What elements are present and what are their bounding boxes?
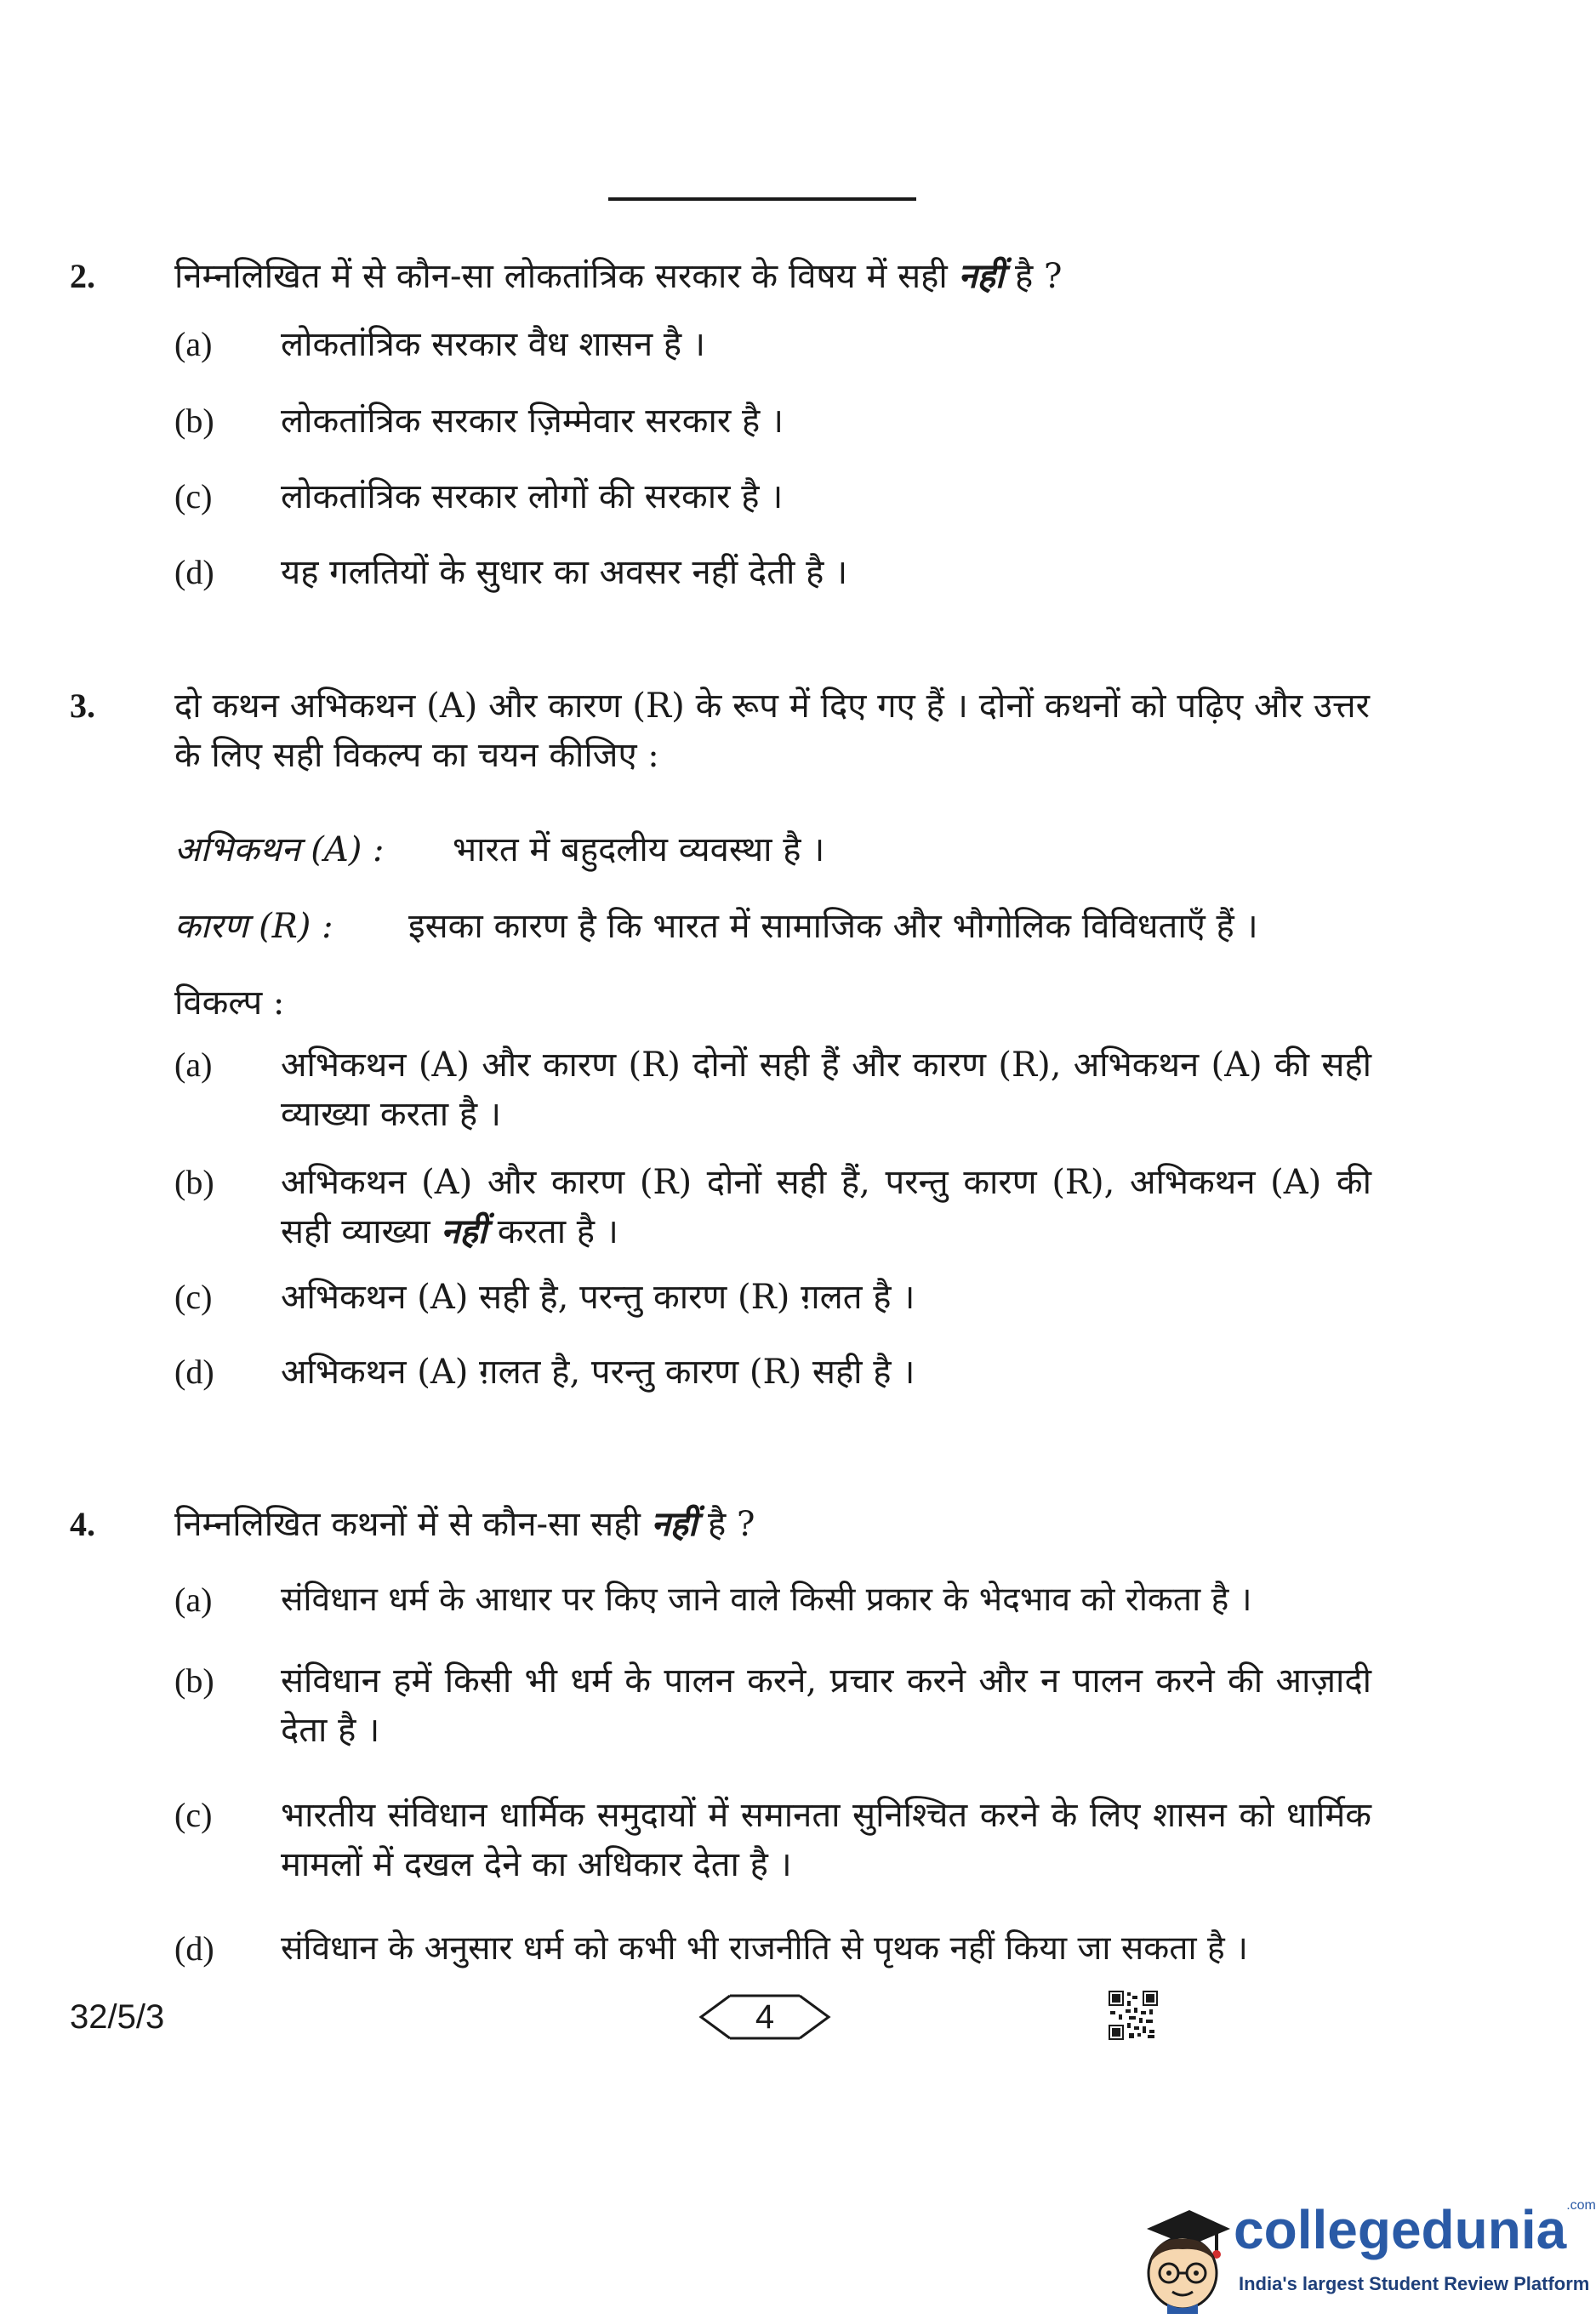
q3-option-a-label: (a) — [174, 1046, 213, 1084]
question-3-number: 3. — [70, 687, 95, 725]
q4-option-c-text: भारतीय संविधान धार्मिक समुदायों में समानता सुनिश्चित करने के लिए शासन को धार्मिक मामलों में दखल देने का अधिकार देता है । — [281, 1796, 1371, 1884]
q4-option-a-text: संविधान धर्म के आधार पर किए जाने वाले किसी प्रकार के भेदभाव को रोकता है । — [281, 1581, 1252, 1619]
qr-code-icon — [1109, 1991, 1158, 2040]
q3-option-b-text-after: करता है । — [487, 1212, 618, 1251]
q2-option-a-text: लोकतांत्रिक सरकार वैध शासन है । — [281, 325, 705, 364]
assertion-label: अभिकथन (A) : — [174, 830, 385, 869]
q4-option-b-text: संविधान हमें किसी भी धर्म के पालन करने, प्रचार करने और न पालन करने की आज़ादी देता है । — [281, 1661, 1371, 1750]
reason-text: इसका कारण है कि भारत में सामाजिक और भौगोलिक विविधताएँ हैं । — [408, 907, 1258, 946]
question-4-text-after: है ? — [697, 1505, 755, 1544]
q3-option-b-emphasis: नहीं — [441, 1211, 487, 1251]
q4-option-d-label: (d) — [174, 1929, 214, 1968]
q3-option-b-text-before: अभिकथन (A) और कारण (R) दोनों सही हैं, परन्तु कारण (R), अभिकथन (A) की सही व्याख्या — [281, 1163, 1371, 1251]
q4-option-c-label: (c) — [174, 1796, 213, 1834]
assertion-text: भारत में बहुदलीय व्यवस्था है । — [453, 830, 825, 869]
q3-option-b-text — [281, 1158, 1371, 1256]
question-4-emphasis: नहीं — [651, 1504, 698, 1544]
q2-option-b-text: लोकतांत्रिक सरकार ज़िम्मेवार सरकार है । — [281, 402, 784, 441]
paper-code: 32/5/3 — [70, 1998, 165, 2036]
brand-suffix: .com — [1566, 2198, 1596, 2213]
question-4-text — [174, 1500, 755, 1549]
q2-option-c-text: लोकतांत्रिक सरकार लोगों की सरकार है । — [281, 477, 784, 516]
q4-option-d-text: संविधान के अनुसार धर्म को कभी भी राजनीति से पृथक नहीं किया जा सकता है । — [281, 1929, 1248, 1968]
page-number: 4 — [755, 1998, 775, 2036]
q3-option-b-label: (b) — [174, 1163, 214, 1201]
options-heading: विकल्प : — [174, 983, 285, 1023]
collegedunia-wordmark — [1234, 2198, 1596, 2261]
question-4-number: 4. — [70, 1505, 95, 1543]
question-4-text-before: निम्नलिखित कथनों में से कौन-सा सही — [174, 1505, 652, 1544]
q3-option-c-text: अभिकथन (A) सही है, परन्तु कारण (R) ग़लत है । — [281, 1278, 915, 1317]
q2-option-a-label: (a) — [174, 325, 213, 363]
q3-option-d-label: (d) — [174, 1353, 214, 1391]
top-rule — [608, 197, 916, 201]
question-3-intro: दो कथन अभिकथन (A) और कारण (R) के रूप में दिए गए हैं । दोनों कथनों को पढ़िए और उत्तर के लिए सही विकल्प का चयन कीजिए : — [174, 687, 1370, 775]
q2-option-d-label: (d) — [174, 553, 214, 591]
q3-option-c-label: (c) — [174, 1278, 213, 1316]
question-2-text-before: निम्नलिखित में से कौन-सा लोकतांत्रिक सरकार के विषय में सही — [174, 257, 959, 296]
collegedunia-mascot-icon — [1130, 2195, 1232, 2314]
question-2-number: 2. — [70, 257, 95, 295]
q2-option-b-label: (b) — [174, 402, 214, 440]
question-2-emphasis: नहीं — [958, 256, 1005, 296]
q4-option-a-label: (a) — [174, 1581, 213, 1619]
question-2-text — [174, 252, 1062, 301]
brand-name: collegedunia — [1234, 2199, 1567, 2260]
q4-option-b-label: (b) — [174, 1661, 214, 1700]
q3-option-d-text: अभिकथन (A) ग़लत है, परन्तु कारण (R) सही है । — [281, 1353, 915, 1392]
question-2-text-after: है ? — [1004, 257, 1063, 296]
q2-option-c-label: (c) — [174, 477, 213, 516]
brand-tagline: India's largest Student Review Platform — [1239, 2273, 1590, 2294]
q3-option-a-text: अभिकथन (A) और कारण (R) दोनों सही हैं और कारण (R), अभिकथन (A) की सही व्याख्या करता है । — [281, 1046, 1371, 1134]
q2-option-d-text: यह गलतियों के सुधार का अवसर नहीं देती है । — [281, 553, 848, 592]
reason-label: कारण (R) : — [174, 907, 333, 946]
